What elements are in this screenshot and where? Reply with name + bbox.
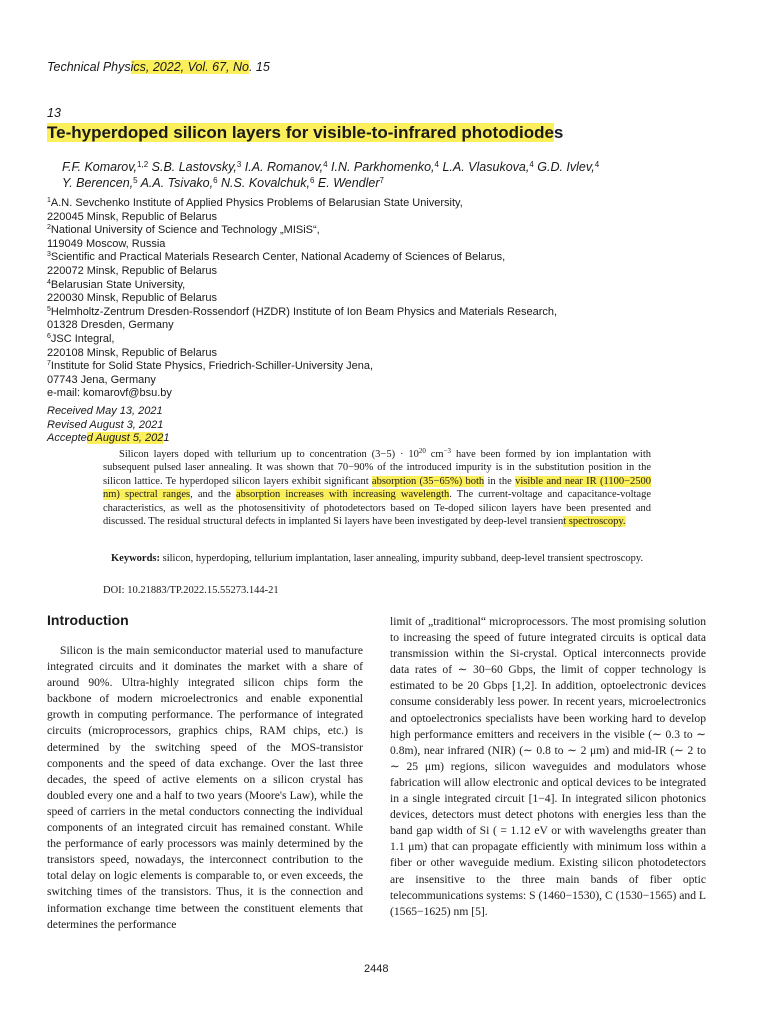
author-affil: 5	[133, 176, 138, 185]
publication-dates	[47, 405, 170, 446]
title-part-2: r visible-to-infrared photodiode	[301, 123, 554, 142]
journal-name: Technical Phys	[47, 60, 131, 74]
email-link[interactable]: e-mail: komarovf@bsu.by	[47, 387, 172, 400]
title-part-3: s	[553, 123, 564, 142]
affiliation-line: 220045 Minsk, Republic of Belarus	[47, 210, 217, 223]
author-affil: 1,2	[137, 160, 149, 169]
keywords	[103, 552, 651, 565]
page-number: 2448	[364, 963, 389, 975]
affiliation-line: $^7$Institute for Solid State Physics, Friedrich-Schiller-University Jena,	[47, 360, 374, 373]
author: I.A. Romanov,	[244, 160, 324, 174]
affiliation-line: $^4$Belarusian State University,	[47, 278, 186, 291]
author-list	[62, 159, 662, 191]
journal-highlight: ics, 2022, Vol. 67, No	[130, 60, 249, 74]
revised-date: Revised August 3, 2021	[47, 418, 164, 431]
section-heading: Introduction	[47, 612, 129, 628]
author: G.D. Ivlev,	[537, 160, 595, 174]
affiliation-line: $^1$A.N. Sevchenko Institute of Applied Physics Problems of Belarusian State University,	[47, 197, 463, 209]
keywords-label: Keywords:	[111, 553, 160, 564]
author-affil: 6	[213, 176, 218, 185]
affiliation-line: $^6$JSC Integral,	[47, 332, 115, 345]
journal-issue: . 15	[248, 60, 270, 74]
author: F.F. Komarov,	[62, 160, 138, 174]
body-column-right: limit of „traditional“ microprocessors. The most promising solution to increasing the speed of future integrated circuits is optical data transmission within the Si-crystal. Optical interconnects provide data rates of ∼ 30−60 Gbps, the limit of copper technology is estimated to be 20 Gbps [1,2]. In addition, optoelectronic devices consume considerably less power. In recent years, microelectronics and optoelectronics specialists have been working hard to develop high performance emitters and receivers in the visible (∼ 0.3 to ∼ 0.8m), near infrared (NIR) (∼ 0.8 to ∼ 2 μm) and mid-IR (∼ 2 to ∼ 25 μm) regions, silicon waveguides and modulators whose fabrication will allow electronic and optical devices to be integrated in a single integrated circuit [1−4]. In integrated silicon photonics devices, detectors must detect photons with energies less than the band gap width of Si ( = 1.12 eV or with wavelengths greater than 1.1 μm) that can propagate efficiently with minimum loss within a fiber or other waveguide medium. Existing silicon photodetectors are insensitive to the three main bands of fiber optic telecommunications systems: S (1460−1530), C (1530−1565) and L (1565−1625) nm [5].	[390, 615, 706, 918]
affiliation-line: 119049 Moscow, Russia	[47, 237, 166, 250]
highlight-absorption: absorption (35−65%) both	[371, 475, 485, 487]
author-affil: 7	[379, 176, 384, 185]
author-affil: 4	[529, 160, 534, 169]
author-affil: 3	[236, 160, 242, 169]
author: A.A. Tsivako,	[140, 176, 214, 190]
highlight-spectral-ranges: visible and near IR (1100−2500 nm) spectral ranges	[103, 475, 652, 501]
affiliation-line: 220108 Minsk, Republic of Belarus	[47, 346, 217, 359]
author-affil: 6	[309, 176, 315, 185]
author-affil: 4	[594, 160, 600, 169]
received-date: Received May 13, 2021	[47, 405, 163, 417]
body-column-left: Silicon is the main semiconductor material used to manufacture integrated circuits and it dominates the market with a share of around 90%. Ultra-highly integrated silicon chips form the backbone of modern microelectronics and enable exponential growth in computing performance. The performance of integrated circuits (microprocessors, graphics chips, RAM chips, etc.) is determined by the switching speed of the MOS-transistor components and the speed of data exchange. Over the last three decades, the speed of active elements on a silicon crystal has doubled every one and a half to two years (Moore's Law), while the speed of carriers in the metal conductors connecting the individual components of an integrated circuit has remained constant. While the performance of early processors was mainly determined by the transistors speed, nowadays, the interconnect contribution to the total delay on logic elements is comparable to, or even exceeds, the switching times of the transistors. Thus, it is the connection and information exchange time between the constituent elements that determines the performance	[47, 644, 363, 931]
affiliation-line: 07743 Jena, Germany	[47, 373, 156, 386]
section-number: 13	[47, 106, 61, 120]
author: Y. Berencen,	[62, 176, 134, 190]
accepted-date: Accepted August 5, 2021	[47, 432, 170, 445]
affiliation-line: $^5$Helmholtz-Zentrum Dresden-Rossendorf (HZDR) Institute of Ion Beam Physics and Materials Research,	[47, 305, 558, 318]
abstract: Silicon layers doped with tellurium up to concentration $(3-5) \cdot 10^{20}$ $cm^{-3}$ have been formed by ion implantation with subsequent pulsed laser annealing. It was shown that 70−90% of the introduced impurity is in the substitution position in the silicon lattice. Te hyperdoped silicon layers exhibit significant absorption (35−65%) both in the visible and near IR (1100−2500 nm) spectral ranges, and the absorption increases with increasing wavelength. The current-voltage and capacitance-voltage characteristics, as well as the photosensitivity of photodetectors based on Te-doped silicon layers have been presented and discussed. The residual structural defects in implanted Si layers have been investigated by deep-level transient spectroscopy.	[103, 447, 652, 528]
affiliation-line: $^3$Scientific and Practical Materials Research Center, National Academy of Sciences of Belarus,	[47, 251, 506, 264]
author-affil: 4	[434, 160, 439, 169]
highlight-spectroscopy: t spectroscopy.	[563, 516, 626, 528]
affiliation-line: 220030 Minsk, Republic of Belarus	[47, 292, 217, 305]
author: N.S. Kovalchuk,	[221, 176, 310, 190]
keywords-text: silicon, hyperdoping, tellurium implantation, laser annealing, impurity subband, deep-level transient spectroscopy.	[160, 553, 644, 564]
author: L.A. Vlasukova,	[442, 160, 530, 174]
journal-header	[47, 60, 270, 74]
author-affil: 4	[323, 160, 328, 169]
page-title	[47, 123, 563, 143]
author: E. Wendler	[317, 176, 380, 190]
affiliations	[47, 197, 557, 401]
author: S.B. Lastovsky,	[151, 160, 237, 174]
affiliation-line: $^2$National University of Science and Technology „MISiS“,	[47, 224, 320, 237]
affiliation-line: 220072 Minsk, Republic of Belarus	[47, 264, 217, 277]
highlight-wavelength: absorption increases with increasing wavelength	[235, 489, 450, 501]
author: I.N. Parkhomenko,	[331, 160, 435, 174]
title-part-1: Te-hyperdoped silicon layers fo	[47, 123, 302, 142]
doi[interactable]: DOI: 10.21883/TP.2022.15.55273.144-21	[103, 585, 279, 596]
affiliation-line: 01328 Dresden, Germany	[47, 319, 174, 332]
